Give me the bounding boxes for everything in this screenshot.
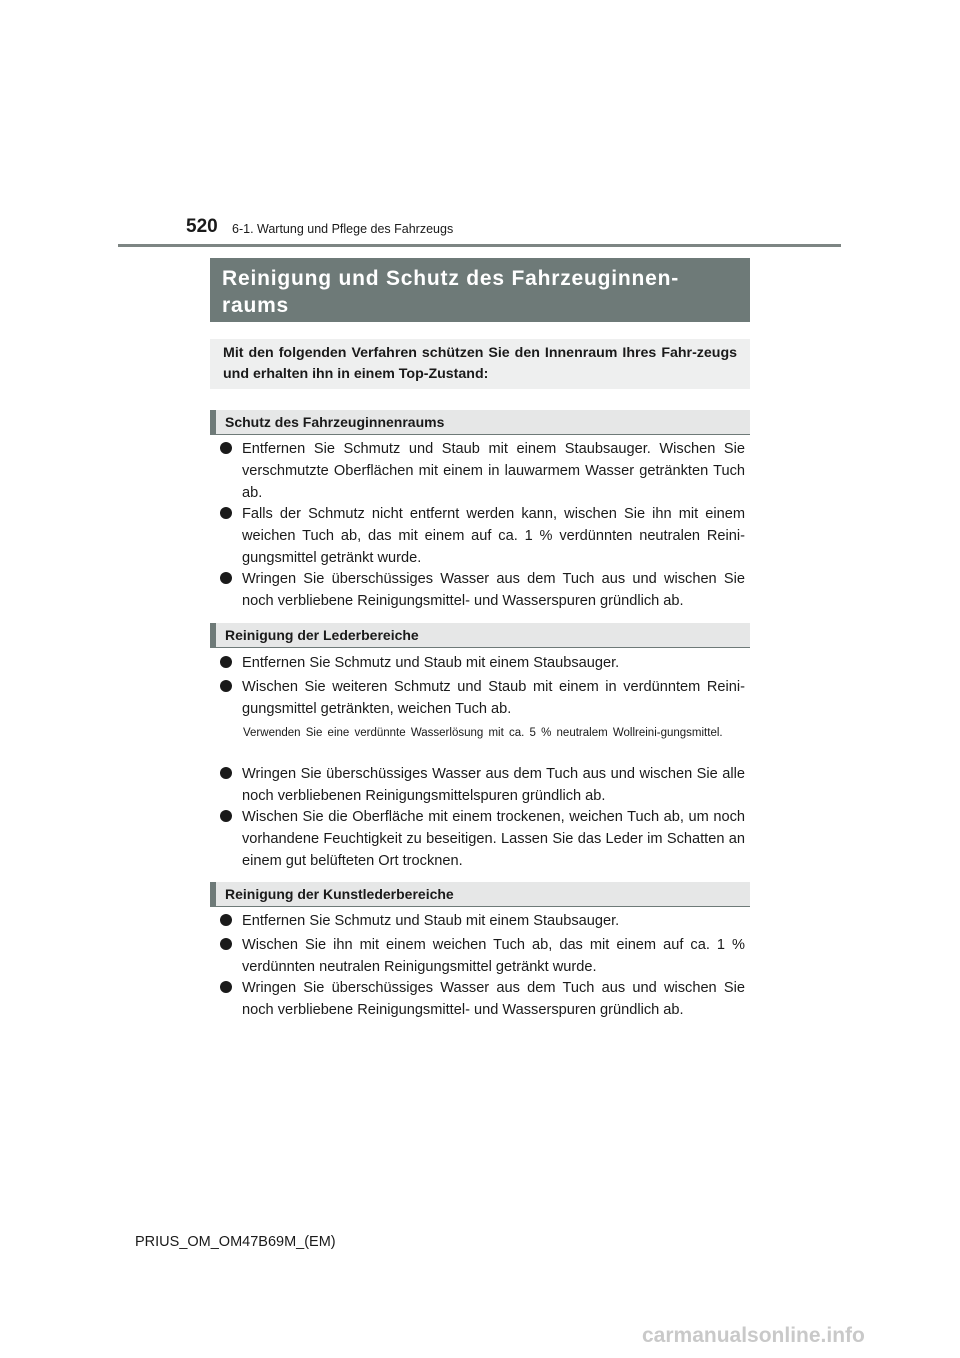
section-heading-interior-protection (210, 410, 750, 435)
list-item (220, 676, 745, 720)
list-item (220, 910, 745, 932)
list-item (220, 568, 745, 612)
list-item-text: Wringen Sie überschüssiges Wasser aus dem Tuch aus und wischen Sie alle noch verbliebenen Reinigungsmittelspuren gründlich ab. (242, 766, 745, 804)
section-heading-label: Reinigung der Lederbereiche (225, 627, 419, 643)
list-item (220, 763, 745, 807)
chapter-label: 6-1. Wartung und Pflege des Fahrzeugs (232, 222, 454, 236)
list-item (220, 806, 745, 872)
list-item (220, 438, 745, 504)
watermark: carmanualsonline.info (642, 1324, 865, 1347)
note-text: Verwenden Sie eine verdünnte Wasserlösung mit ca. 5 % neutralem Wollreini-gungsmittel. (243, 727, 723, 739)
document-code: PRIUS_OM_OM47B69M_(EM) (135, 1234, 336, 1250)
list-item (220, 934, 745, 978)
list-item-text: Wringen Sie überschüssiges Wasser aus dem Tuch aus und wischen Sie noch verbliebene Reinigungsmittel- und Wasserspuren gründlich ab. (242, 571, 745, 609)
bullet-icon (220, 572, 232, 584)
bullet-icon (220, 656, 232, 668)
section-heading-label: Schutz des Fahrzeuginnenraums (225, 414, 445, 430)
section-heading-leather (210, 623, 750, 648)
section-heading-synthetic-leather (210, 882, 750, 907)
page-title-text: Reinigung und Schutz des Fahrzeuginnen- raums (222, 267, 680, 317)
bullet-icon (220, 767, 232, 779)
section-heading-label: Reinigung der Kunstlederbereiche (225, 886, 454, 902)
bullet-icon (220, 810, 232, 822)
list-item (220, 503, 745, 569)
list-item-text: Entfernen Sie Schmutz und Staub mit einem Staubsauger. Wischen Sie verschmutzte Oberflächen mit einem in lauwarmem Wasser getränkten Tuch ab. (242, 441, 745, 501)
list-item (220, 652, 745, 674)
bullet-icon (220, 938, 232, 950)
bullet-icon (220, 680, 232, 692)
list-item-text: Wringen Sie überschüssiges Wasser aus dem Tuch aus und wischen Sie noch verbliebene Reinigungsmittel- und Wasserspuren gründlich ab. (242, 980, 745, 1018)
page-title (210, 258, 750, 322)
bullet-icon (220, 981, 232, 993)
list-item-text: Entfernen Sie Schmutz und Staub mit einem Staubsauger. (242, 913, 620, 929)
intro-text: Mit den folgenden Verfahren schützen Sie den Innenraum Ihres Fahr-zeugs und erhalten ihn in einem Top-Zustand: (223, 345, 737, 382)
list-item-text: Wischen Sie ihn mit einem weichen Tuch ab, das mit einem auf ca. 1 % verdünnten neutralen Reinigungsmittel getränkt wurde. (242, 937, 745, 975)
intro-box (210, 339, 750, 389)
list-item-text: Falls der Schmutz nicht entfernt werden kann, wischen Sie ihn mit einem weichen Tuch ab, das mit einem auf ca. 1 % verdünnten neutralen Reini-gungsmittel getränkt wurde. (242, 506, 745, 566)
header-divider (118, 244, 841, 247)
list-item-text: Wischen Sie die Oberfläche mit einem trockenen, weichen Tuch ab, um noch vorhandene Feuchtigkeit zu beseitigen. Lassen Sie das Leder im Schatten an einem gut belüfteten Ort trocknen. (242, 809, 745, 869)
list-item-text: Entfernen Sie Schmutz und Staub mit einem Staubsauger. (242, 655, 620, 671)
bullet-icon (220, 442, 232, 454)
list-item-text: Wischen Sie weiteren Schmutz und Staub mit einem in verdünntem Reini-gungsmittel getränkten, weichen Tuch ab. (242, 679, 745, 717)
page-number: 520 (186, 216, 218, 237)
bullet-icon (220, 507, 232, 519)
list-item (220, 977, 745, 1021)
bullet-icon (220, 914, 232, 926)
